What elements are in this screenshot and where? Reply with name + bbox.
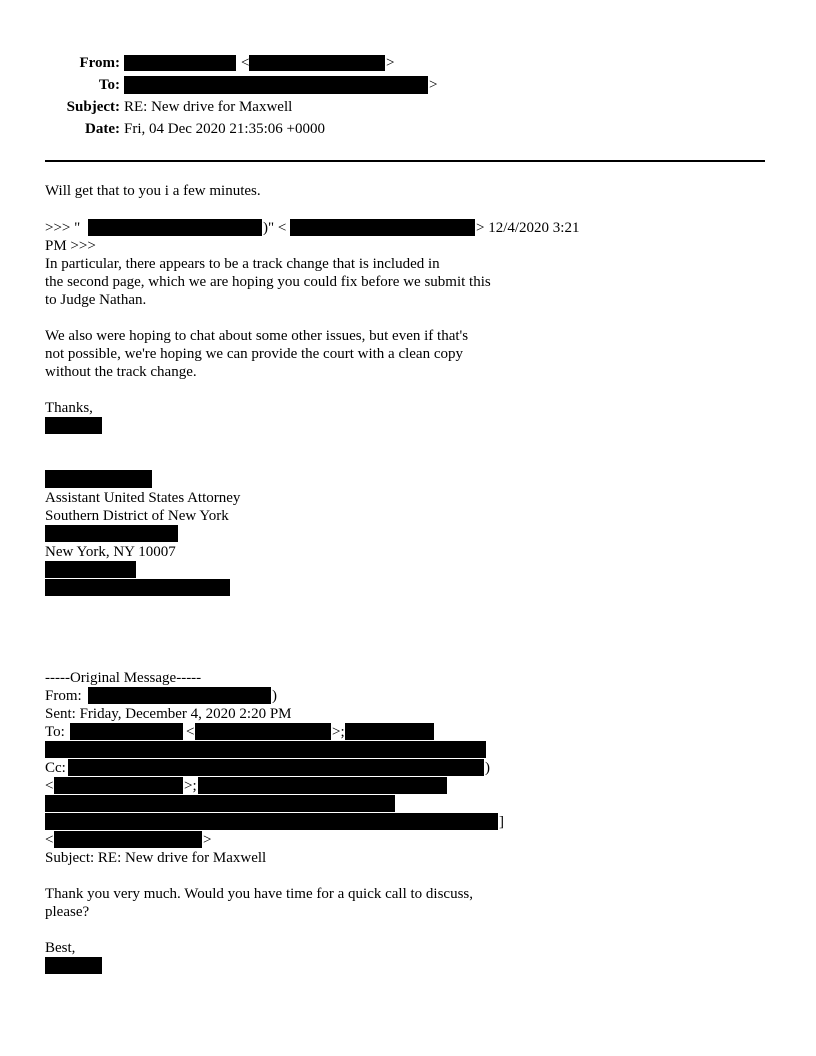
redaction-to	[124, 76, 428, 94]
orig-sent: Sent: Friday, December 4, 2020 2:20 PM	[45, 706, 292, 722]
redaction-orig-to-email	[195, 723, 331, 740]
quote-suffix: > 12/4/2020 3:21	[476, 220, 580, 236]
p2-line-3: without the track change.	[45, 364, 197, 380]
redaction-from-name	[124, 55, 236, 71]
subject-value: RE: New drive for Maxwell	[124, 99, 293, 115]
p2-line-2: not possible, we're hoping we can provide the court with a clean copy	[45, 346, 463, 362]
orig-cc-close: )	[485, 760, 490, 776]
from-lt: <	[241, 55, 250, 71]
redaction-orig-to-2	[345, 723, 434, 740]
header-divider	[45, 160, 765, 162]
p1-line-2: the second page, which we are hoping you could fix before we submit this	[45, 274, 491, 290]
sig-title: Assistant United States Attorney	[45, 490, 241, 506]
orig-cc5-gt: >	[203, 832, 212, 848]
orig-to-lt: <	[186, 724, 195, 740]
quote-mid: )" <	[263, 220, 287, 236]
redaction-sig-address	[45, 525, 178, 542]
orig-best: Best,	[45, 940, 76, 956]
date-label: Date:	[85, 121, 120, 137]
body-line-1: Will get that to you i a few minutes.	[45, 183, 261, 199]
quote-prefix: >>> "	[45, 220, 81, 236]
redaction-orig-to-name	[70, 723, 183, 740]
orig-cc4-close: ]	[499, 814, 504, 830]
sig-city: New York, NY 10007	[45, 544, 176, 560]
to-label: To:	[98, 77, 120, 93]
redaction-from-email	[249, 55, 385, 71]
thanks-line: Thanks,	[45, 400, 93, 416]
redaction-orig-signoff	[45, 957, 102, 974]
original-divider: -----Original Message-----	[45, 670, 202, 686]
p1-line-1: In particular, there appears to be a track change that is included in	[45, 256, 440, 272]
orig-cc5-lt: <	[45, 832, 54, 848]
orig-p1-line-1: Thank you very much. Would you have time for a quick call to discuss,	[45, 886, 474, 902]
to-gt: >	[429, 77, 438, 93]
orig-to-semi: >;	[332, 724, 345, 740]
redaction-signoff-name	[45, 417, 102, 434]
orig-cc2-semi: >;	[184, 778, 197, 794]
subject-label: Subject:	[66, 99, 120, 115]
redaction-orig-cc-1	[68, 759, 484, 776]
quote-pm: PM >>>	[45, 238, 96, 254]
redaction-orig-cc-5	[54, 831, 202, 848]
orig-subject: Subject: RE: New drive for Maxwell	[45, 850, 267, 866]
orig-from-label: From:	[45, 688, 82, 704]
p2-line-1: We also were hoping to chat about some other issues, but even if that's	[45, 328, 469, 344]
from-gt: >	[386, 55, 395, 71]
orig-p1-line-2: please?	[45, 904, 90, 920]
redaction-sig-name	[45, 470, 152, 488]
redaction-orig-cc-2b	[198, 777, 447, 794]
sig-district: Southern District of New York	[45, 508, 229, 524]
date-value: Fri, 04 Dec 2020 21:35:06 +0000	[124, 121, 325, 137]
redaction-orig-to-3	[45, 741, 486, 758]
redaction-quote-name	[88, 219, 262, 236]
p1-line-3: to Judge Nathan.	[45, 292, 147, 308]
redaction-sig-phone	[45, 561, 136, 578]
orig-cc2-lt: <	[45, 778, 54, 794]
orig-to-label: To:	[45, 724, 65, 740]
redaction-quote-email	[290, 219, 475, 236]
redaction-orig-cc-4	[45, 813, 498, 830]
redaction-orig-cc-2a	[54, 777, 183, 794]
orig-cc-label: Cc:	[45, 760, 66, 776]
from-label: From:	[79, 55, 120, 71]
redaction-sig-email	[45, 579, 230, 596]
redaction-orig-cc-3	[45, 795, 395, 812]
orig-from-close: )	[272, 688, 277, 704]
redaction-orig-from	[88, 687, 271, 704]
